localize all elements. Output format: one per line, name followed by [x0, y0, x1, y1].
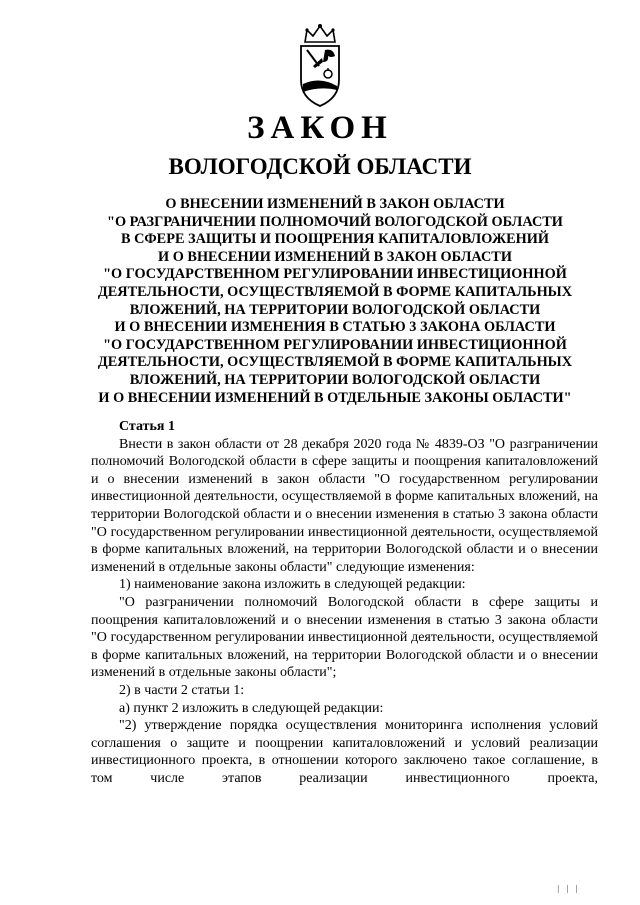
document-title: ЗАКОН: [247, 110, 393, 146]
subject-line: В СФЕРЕ ЗАЩИТЫ И ПООЩРЕНИЯ КАПИТАЛОВЛОЖЕНИЙ: [120, 231, 550, 248]
subject-line: ДЕЯТЕЛЬНОСТИ, ОСУЩЕСТВЛЯЕМОЙ В ФОРМЕ КАПИТАЛЬНЫХ: [97, 354, 573, 371]
page-marks: | | |: [556, 884, 580, 893]
article-paragraph: Внести в закон области от 28 декабря 2020 года № 4839-ОЗ "О разграничении полномочий Вологодской области в сфере защиты и поощрения капиталовложений и о внесении изменений в закон области "О государственном регулировании инвестиционной деятельности, осуществляемой в форме капитальных вложений, на территории Вологодской области и о внесении изменения в статью 3 закона области "О государственном регулировании инвестиционной деятельности, осуществляемой в форме капитальных вложений, на территории Вологодской области и о внесении изменений в отдельные законы области" следующие изменения:: [91, 436, 598, 575]
article-body: [91, 418, 598, 787]
document-subtitle: ВОЛОГОДСКОЙ ОБЛАСТИ: [168, 154, 472, 179]
subject-line: И О ВНЕСЕНИИ ИЗМЕНЕНИЙ В ОТДЕЛЬНЫЕ ЗАКОНЫ ОБЛАСТИ": [98, 389, 572, 406]
article-paragraph: 2) в части 2 статьи 1:: [119, 682, 245, 698]
subject-line: О ВНЕСЕНИИ ИЗМЕНЕНИЙ В ЗАКОН ОБЛАСТИ: [165, 196, 505, 212]
law-subject-heading: [70, 196, 600, 407]
article-paragraph: 1) наименование закона изложить в следующей редакции:: [119, 577, 466, 593]
subject-line: "О РАЗГРАНИЧЕНИИ ПОЛНОМОЧИЙ ВОЛОГОДСКОЙ ОБЛАСТИ: [107, 213, 563, 230]
article-paragraph: "О разграничении полномочий Вологодской области в сфере защиты и поощрения капиталовложений и о внесении изменения в статью 3 закона области "О государственном регулировании инвестиционной деятельности, осуществляемой в форме капитальных вложений, на территории Вологодской области и о внесении изменений в отдельные законы области";: [91, 594, 598, 681]
article-paragraph: а) пункт 2 изложить в следующей редакции:: [119, 700, 384, 716]
subject-line: "О ГОСУДАРСТВЕННОМ РЕГУЛИРОВАНИИ ИНВЕСТИЦИОННОЙ: [103, 336, 567, 353]
vologda-coat-of-arms-icon: [295, 20, 345, 108]
subject-line: И О ВНЕСЕНИИ ИЗМЕНЕНИЙ В ЗАКОН ОБЛАСТИ: [158, 248, 512, 265]
subject-line: И О ВНЕСЕНИИ ИЗМЕНЕНИЯ В СТАТЬЮ 3 ЗАКОНА ОБЛАСТИ: [114, 319, 556, 336]
subject-line: "О ГОСУДАРСТВЕННОМ РЕГУЛИРОВАНИИ ИНВЕСТИЦИОННОЙ: [103, 266, 567, 283]
article-heading: Статья 1: [119, 419, 175, 434]
subject-line: ВЛОЖЕНИЙ, НА ТЕРРИТОРИИ ВОЛОГОДСКОЙ ОБЛАСТИ: [129, 371, 541, 388]
subject-line: ВЛОЖЕНИЙ, НА ТЕРРИТОРИИ ВОЛОГОДСКОЙ ОБЛАСТИ: [129, 301, 541, 318]
subject-line: ДЕЯТЕЛЬНОСТИ, ОСУЩЕСТВЛЯЕМОЙ В ФОРМЕ КАПИТАЛЬНЫХ: [97, 283, 573, 300]
article-paragraph: "2) утверждение порядка осуществления мониторинга исполнения условий соглашения о защите и поощрении капиталовложений и условий реализации инвестиционного проекта, в отношении которого заключено такое соглашение, в том числе этапов реализации инвестиционного проекта,: [91, 718, 598, 786]
